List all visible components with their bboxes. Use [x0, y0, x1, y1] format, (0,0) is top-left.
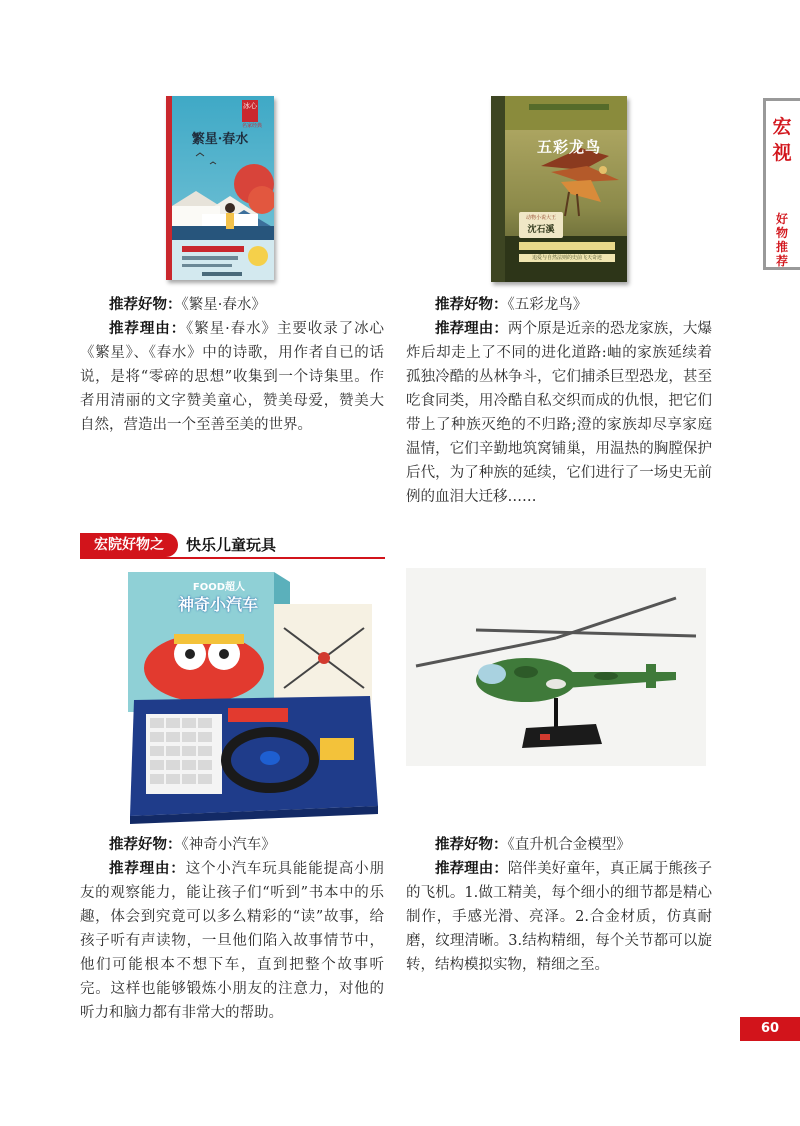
book2-item-label: 推荐好物：: [435, 296, 508, 313]
book1-cover-tag: 名家经典: [241, 123, 262, 129]
book2-text: [406, 293, 712, 509]
book2-cover-series: 动物小说大王: [525, 215, 556, 221]
book1-reason-text: 《繁星·春水》主要收录了冰心《繁星》、《春水》中的诗歌，用作者自已的话说，是将“零碎的思想”收集到一个诗集里。作者用清丽的文字赞美童心，赞美母爱，赞美大自然，营造出一个至善至美的世界。: [80, 321, 385, 433]
side-tab-title-1: 宏: [772, 116, 792, 138]
toy1-reason-text: 这个小汽车玩具能能提高小朋友的观察能力，能让孩子们“听到”书本中的乐趣，体会到究竟可以多么精彩的“读”故事，给孩子听有声读物，一旦他们陷入故事情节中，他们可能根本不想下车，直到把整个故事听完。这样也能够锻炼小朋友的注意力，对他的听力和脑力都有非常大的帮助。: [80, 861, 385, 1021]
side-tab-sub-2: 物: [775, 226, 788, 240]
toy2-item-label: 推荐好物：: [435, 836, 508, 853]
toy1-box-title: 神奇小汽车: [177, 595, 258, 614]
side-tab-sub-4: 荐: [775, 254, 788, 268]
toy1-reason-label: 推荐理由：: [109, 860, 186, 877]
book1-cover-title: 繁星·春水: [191, 132, 249, 147]
section-underline: [80, 557, 385, 559]
book1-cover: [166, 96, 274, 280]
side-tab-sub-1: 好: [775, 212, 788, 226]
book2-item-line: [406, 293, 712, 317]
book2-cover: [491, 96, 627, 282]
toy2-item-line: [406, 833, 712, 857]
page-number: 60: [740, 1017, 800, 1041]
book1-item-line: [80, 293, 384, 317]
book1-reason-paragraph: [80, 317, 384, 437]
book2-reason-paragraph: [406, 317, 712, 509]
side-tab-sub-3: 推: [775, 240, 788, 254]
toy1-box-top: FOOD超人: [192, 582, 246, 593]
toy2-item-name: 《直升机合金模型》: [507, 837, 631, 853]
book2-cover-tagline: 追爱与自然法则的史前飞天奇迹: [531, 255, 602, 261]
book1-text: [80, 293, 384, 437]
toy1-text: [80, 833, 384, 1025]
book2-reason-text: 两个原是近亲的恐龙家族，大爆炸后却走上了不同的进化道路:岫的家族延续着孤独冷酷的丛林争斗，它们捕杀巨型恐龙，甚至吃食同类，用冷酷自私交织而成的仇恨，把它们带上了种族灭绝的不归路;澄的家族却尽享家庭温情，它们辛勤地筑窝铺巢，用温热的胸膛保护后代，为了种族的延续，它们进行了一场史无前例的血泪大迁移……: [406, 321, 713, 505]
toy2-image: [406, 568, 706, 766]
book2-reason-label: 推荐理由：: [435, 320, 508, 337]
book2-cover-author: 沈石溪: [527, 225, 555, 235]
toy2-reason-paragraph: [406, 857, 712, 977]
side-tab-title-2: 视: [772, 142, 792, 164]
book2-cover-title: 五彩龙鸟: [537, 138, 602, 156]
section-tag: 宏院好物之: [80, 533, 178, 557]
book1-item-label: 推荐好物：: [109, 296, 182, 313]
toy1-item-line: [80, 833, 384, 857]
section-title: 快乐儿童玩具: [186, 536, 277, 554]
toy1-reason-paragraph: [80, 857, 384, 1025]
toy2-reason-label: 推荐理由：: [435, 860, 508, 877]
book2-item-name: 《五彩龙鸟》: [507, 297, 588, 313]
book1-reason-label: 推荐理由：: [109, 320, 187, 337]
book1-item-name: 《繁星·春水》: [181, 297, 266, 313]
toy1-item-label: 推荐好物：: [109, 836, 182, 853]
toy2-reason-text: 陪伴美好童年，真正属于熊孩子的飞机。1.做工精美，每个细小的细节都是精心制作，手感光滑、亮泽。2.合金材质，仿真耐磨，纹理清晰。3.结构精细，每个关节都可以旋转，结构模拟实物，精细之至。: [406, 861, 713, 973]
toy2-illustration: [406, 568, 706, 766]
toy1-image: [124, 568, 382, 824]
book1-cover-badge: 冰心: [243, 102, 257, 110]
toy1-item-name: 《神奇小汽车》: [181, 837, 276, 853]
toy2-text: [406, 833, 712, 977]
